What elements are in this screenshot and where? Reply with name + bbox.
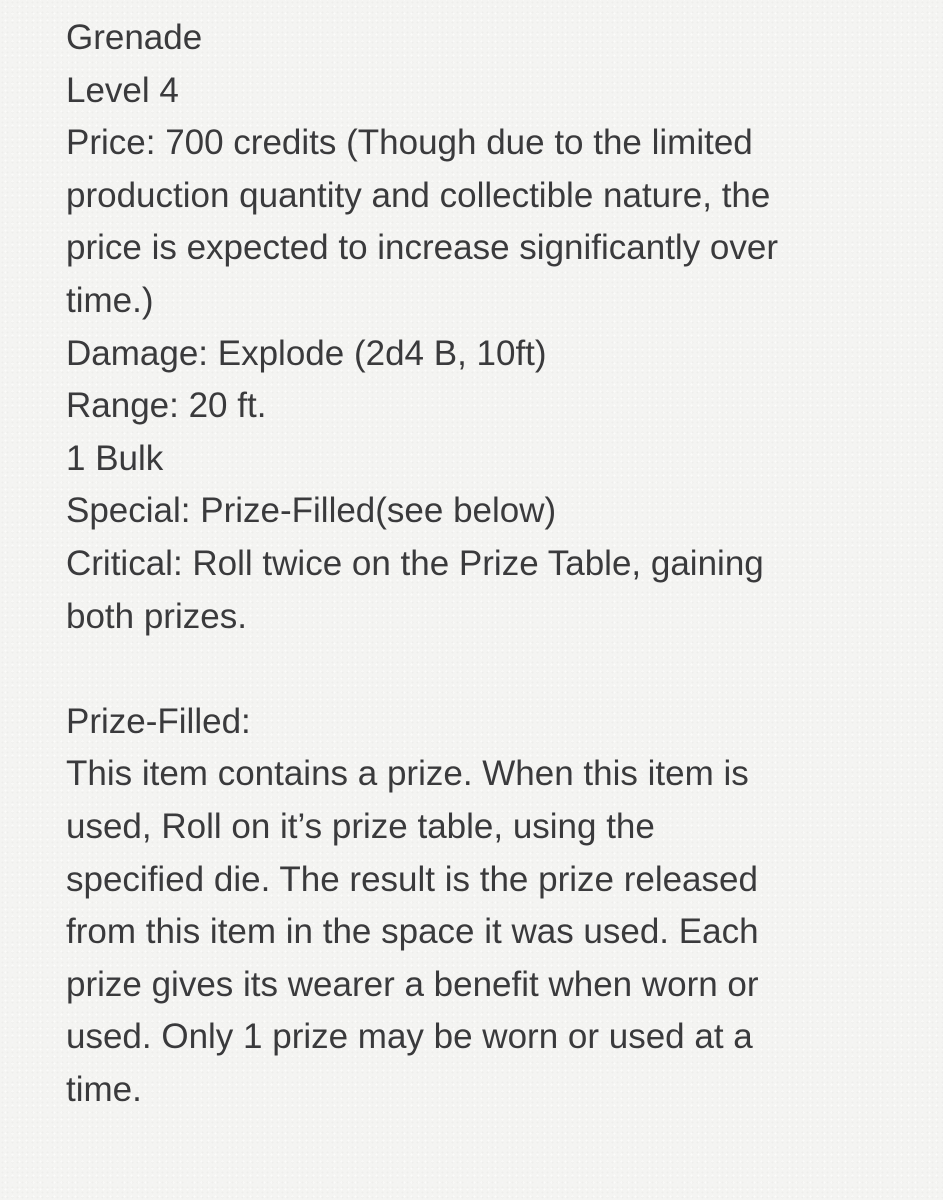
range-line: Range: 20 ft. bbox=[66, 386, 267, 426]
prize-text-line-4: from this item in the space it was used. Each bbox=[66, 912, 759, 952]
prize-text-line-3: specified die. The result is the prize released bbox=[66, 859, 758, 899]
damage-line: Damage: Explode (2d4 B, 10ft) bbox=[66, 333, 547, 373]
bulk-line: 1 Bulk bbox=[66, 438, 164, 478]
note-title: Grenade bbox=[66, 18, 203, 57]
level-line: Level 4 bbox=[66, 70, 179, 110]
price-line: Price: 700 credits (Though due to the limited bbox=[66, 123, 753, 163]
prize-filled-heading: Prize-Filled: bbox=[66, 701, 251, 741]
price-line-cont-2: price is expected to increase significantly over bbox=[66, 228, 779, 268]
critical-line-cont: both prizes. bbox=[66, 596, 247, 636]
prize-text-line-2: used, Roll on it’s prize table, using the bbox=[66, 806, 655, 846]
critical-line: Critical: Roll twice on the Prize Table, gaining bbox=[66, 543, 764, 583]
special-line: Special: Prize-Filled(see below) bbox=[66, 491, 557, 531]
prize-text-line-6: used. Only 1 prize may be worn or used at a bbox=[66, 1017, 753, 1057]
prize-text-line-1: This item contains a prize. When this item is bbox=[66, 754, 749, 794]
note-body[interactable] bbox=[66, 12, 906, 1116]
price-line-cont-1: production quantity and collectible nature, the bbox=[66, 175, 771, 215]
blank-line bbox=[66, 643, 906, 696]
price-line-cont-3: time.) bbox=[66, 280, 154, 320]
prize-text-line-5: prize gives its wearer a benefit when worn or bbox=[66, 964, 759, 1004]
prize-text-line-7: time. bbox=[66, 1069, 142, 1109]
